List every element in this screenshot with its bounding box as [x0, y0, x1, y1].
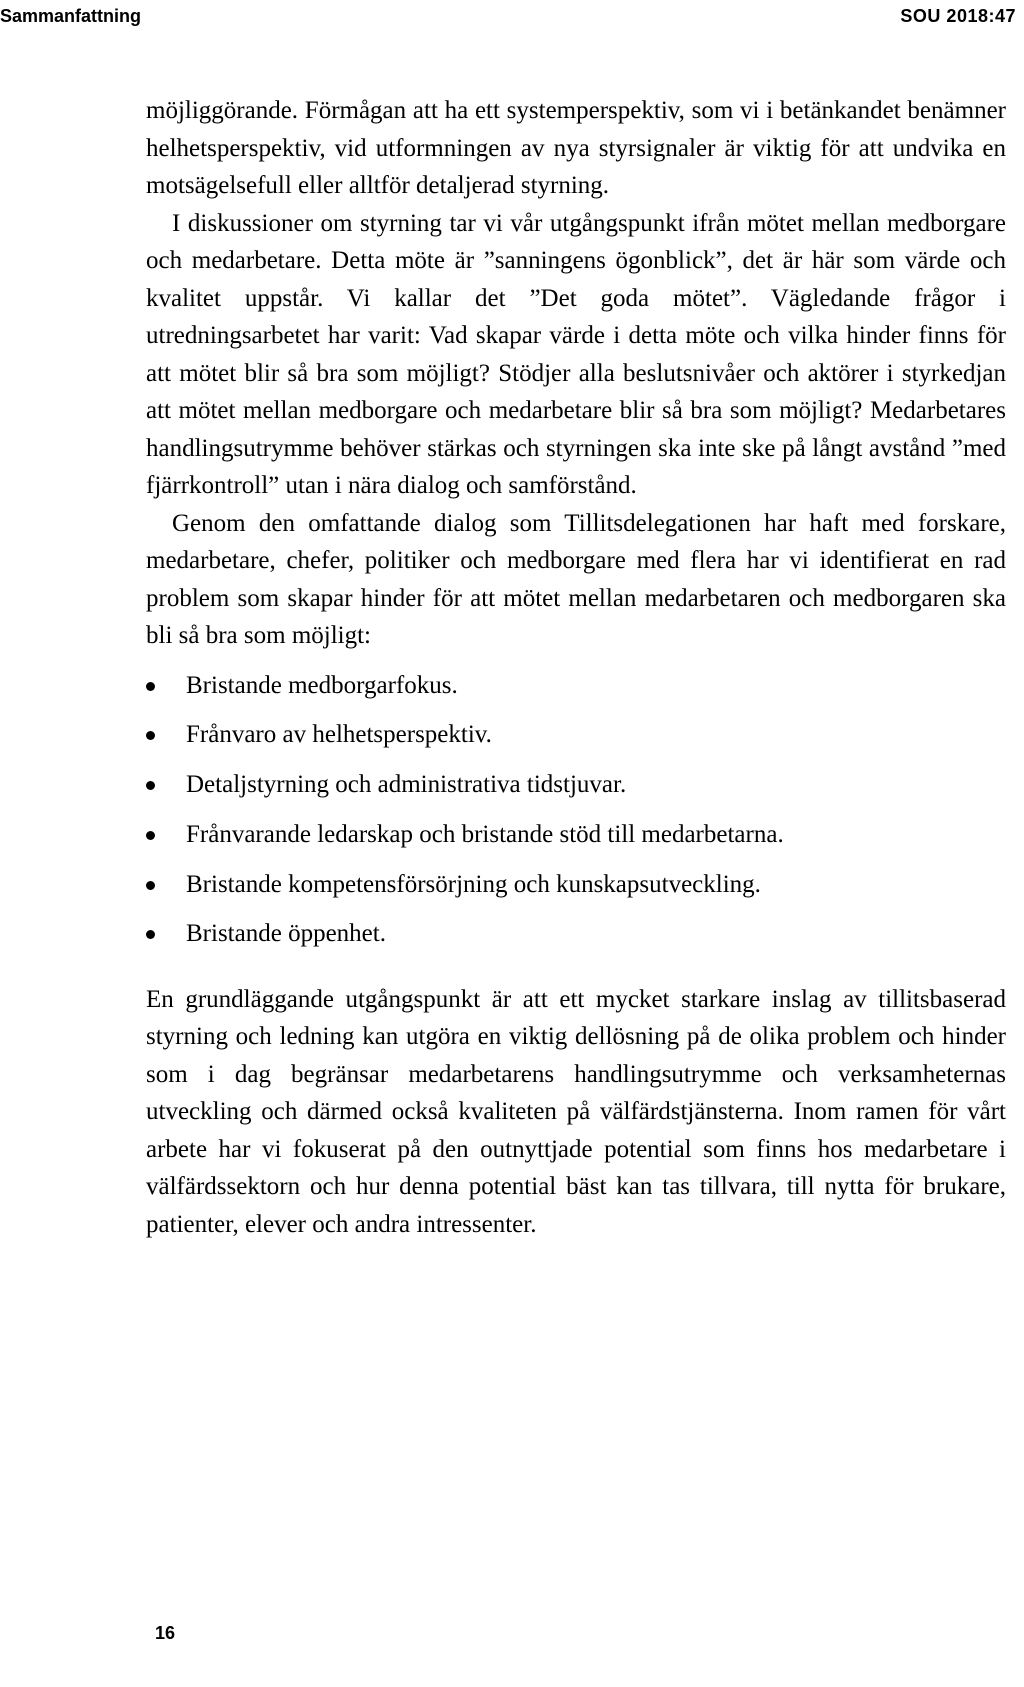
list-item-text: Detaljstyrning och administrativa tidstjuvar. — [186, 771, 627, 799]
list-item — [146, 816, 1006, 854]
list-item — [146, 667, 1006, 705]
paragraph-conclusion: En grundläggande utgångspunkt är att ett mycket starkare inslag av tillitsbaserad styrning och ledning kan utgöra en viktig dellösning på de olika problem och hinder som i dag begränsar medarbetarens handlingsutrymme och verksamheternas utveckling och därmed också kvaliteten på välfärdstjänsterna. Inom ramen för vårt arbete har vi fokuserat på den outnyttjade potential som finns hos medarbetare i välfärdssektorn och hur denna potential bäst kan tas tillvara, till nytta för brukare, patienter, elever och andra intressenter. — [146, 985, 1006, 1238]
list-item-text: Bristande medborgarfokus. — [186, 671, 458, 699]
paragraph-styrning: I diskussioner om styrning tar vi vår utgångspunkt ifrån mötet mellan medborgare och medarbetare. Detta möte är ”sanningens ögonblick”, det är här som värde och kvalitet uppstår. Vi kallar det ”Det goda mötet”. Vägledande frågor i utredningsarbetet har varit: Vad skapar värde i detta möte och vilka hinder finns för att mötet blir så bra som möjligt? Stödjer alla beslutsnivåer och aktörer i styrkedjan att mötet mellan medborgare och medarbetare blir så bra som möjligt? Medarbetares handlingsutrymme behöver stärkas och styrningen ska inte ske på långt avstånd ”med fjärrkontroll” utan i nära dialog och samförstånd. — [146, 209, 1006, 499]
list-item-text: Frånvaro av helhetsperspektiv. — [186, 721, 492, 749]
bullet-icon — [146, 930, 155, 939]
bullet-icon — [146, 831, 155, 840]
list-item — [146, 766, 1006, 804]
bullet-icon — [146, 781, 155, 790]
paragraph-dialog: Genom den omfattande dialog som Tillitsdelegationen har haft med forskare, medarbetare, chefer, politiker och medborgare med flera har vi identifierat en rad problem som skapar hinder för att mötet mellan medarbetaren och medborgaren ska bli så bra som möjligt: — [146, 509, 1006, 649]
bullet-icon — [146, 731, 155, 740]
list-item-text: Bristande öppenhet. — [186, 920, 386, 948]
paragraph-continuation: möjliggörande. Förmågan att ha ett systemperspektiv, som vi i betänkandet benämner helhetsperspektiv, vid utformningen av nya styrsignaler är viktig för att undvika en motsägelsefull eller alltför detaljerad styrning. — [146, 97, 1006, 199]
list-item-text: Bristande kompetensförsörjning och kunskapsutveckling. — [186, 870, 761, 898]
list-item — [146, 866, 1006, 904]
list-item — [146, 915, 1006, 953]
bullet-icon — [146, 881, 155, 890]
report-number: SOU 2018:47 — [900, 6, 1016, 26]
list-item — [146, 716, 1006, 754]
section-title: Sammanfattning — [0, 6, 142, 26]
page-number: 16 — [155, 1623, 176, 1643]
running-header — [0, 6, 1024, 36]
problem-list — [146, 667, 1006, 953]
bullet-icon — [146, 682, 155, 691]
list-item-text: Frånvarande ledarskap och bristande stöd till medarbetarna. — [186, 820, 784, 848]
body-text — [146, 92, 1006, 1243]
